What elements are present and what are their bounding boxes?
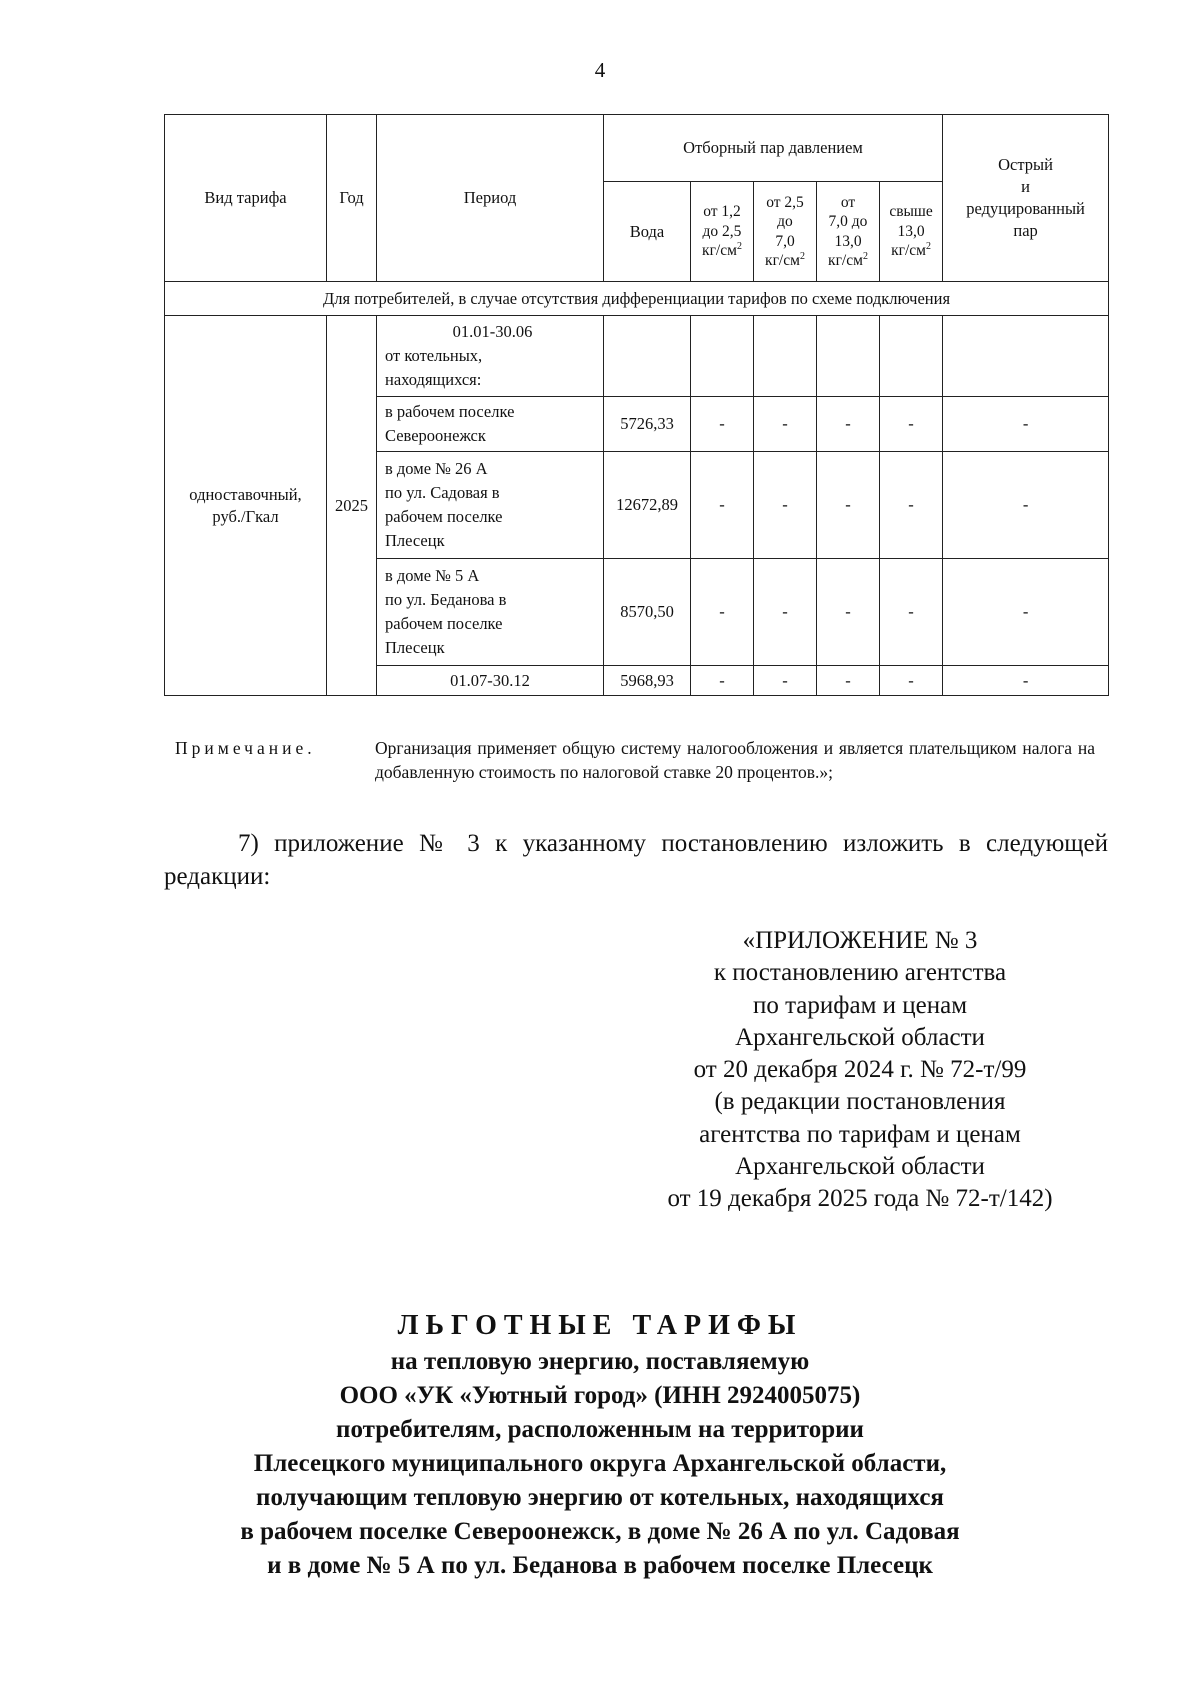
value-cell: - — [817, 397, 880, 452]
value-cell: - — [754, 452, 817, 559]
header-p2-line: 7,0 — [775, 232, 795, 250]
tariff-type-cell — [165, 316, 327, 696]
unit-text: кг/см — [828, 251, 863, 269]
period-line: по ул. Беданова в — [385, 590, 507, 610]
unit-sup: 2 — [736, 241, 742, 253]
value-cell: - — [754, 666, 817, 696]
heading-line: на тепловую энергию, поставляемую — [390, 1348, 810, 1376]
period-line: в рабочем поселке — [385, 402, 515, 422]
value-cell: - — [754, 397, 817, 452]
period-cell — [377, 559, 604, 666]
value-cell — [880, 316, 943, 397]
tariff-type-line: одноставочный, — [189, 484, 302, 504]
year-cell: 2025 — [327, 316, 377, 696]
appendix-block — [590, 925, 1130, 1215]
document-heading — [100, 1307, 1100, 1583]
heading-line: ООО «УК «Уютный город» (ИНН 2924005075) — [339, 1382, 861, 1410]
period-line: в доме № 5 А — [385, 566, 480, 586]
table-row — [165, 316, 1109, 397]
header-p4-line: 13,0 — [897, 222, 925, 240]
value-cell: - — [817, 452, 880, 559]
header-pressure-2 — [754, 182, 817, 282]
header-sharp-line: пар — [1013, 220, 1038, 240]
unit-text: кг/см — [702, 242, 737, 260]
value-cell: - — [880, 452, 943, 559]
header-p3-line: 7,0 до — [828, 213, 868, 231]
page-number: 4 — [594, 58, 606, 82]
period-range: 01.07-30.12 — [377, 666, 604, 696]
section-row — [165, 282, 1109, 316]
value-cell: - — [880, 397, 943, 452]
unit-text: кг/см — [891, 242, 926, 260]
value-cell: - — [943, 452, 1109, 559]
appendix-line: к постановлению агентства — [713, 959, 1007, 987]
value-cell — [754, 316, 817, 397]
period-line: Плесецк — [385, 637, 445, 657]
value-cell: - — [943, 666, 1109, 696]
heading-line: в рабочем поселке Североонежск, в доме № 26 А по ул. Садовая — [240, 1518, 960, 1546]
header-sharp-line: редуцированный — [966, 199, 1085, 218]
tariff-type-line: руб./Гкал — [212, 506, 279, 526]
header-tariff-type: Вид тарифа — [165, 115, 327, 282]
value-cell — [691, 316, 754, 397]
amendment-paragraph: 7) приложение № 3 к указанному постановлению изложить в следующей редакции: — [164, 830, 1108, 890]
heading-line: Плесецкого муниципального округа Архангельской области, — [253, 1450, 947, 1478]
value-cell: 5968,93 — [604, 666, 691, 696]
header-sharp-line: и — [1021, 177, 1030, 197]
header-p4-line: свыше — [889, 203, 933, 221]
header-p1-unit — [694, 241, 750, 260]
value-cell: - — [943, 559, 1109, 666]
header-p2-line: от 2,5 — [766, 193, 804, 211]
appendix-line: агентства по тарифам и ценам — [699, 1120, 1021, 1148]
period-line: в доме № 26 А — [385, 459, 488, 479]
appendix-line: от 20 декабря 2024 г. № 72-т/99 — [693, 1056, 1027, 1083]
period-cell — [377, 397, 604, 452]
period-cell — [377, 452, 604, 559]
appendix-line: «ПРИЛОЖЕНИЕ № 3 — [742, 927, 978, 954]
value-cell: - — [817, 666, 880, 696]
appendix-line: по тарифам и ценам — [752, 991, 968, 1019]
period-cell — [377, 316, 604, 397]
header-p4-unit — [883, 241, 939, 260]
appendix-line: (в редакции постановления — [714, 1088, 1006, 1116]
header-steam-group: Отборный пар давлением — [604, 115, 943, 182]
header-p2-unit — [757, 251, 813, 270]
period-line: Североонежск — [385, 426, 486, 445]
header-p1-line: от 1,2 — [703, 203, 741, 221]
tariff-table — [164, 114, 1109, 696]
period-line: от котельных, — [385, 346, 483, 366]
value-cell: - — [691, 559, 754, 666]
appendix-line: от 19 декабря 2025 года № 72-т/142) — [667, 1185, 1053, 1212]
value-cell — [943, 316, 1109, 397]
unit-sup: 2 — [799, 250, 805, 262]
note-label: Примечание. — [175, 738, 316, 758]
header-p3-unit — [820, 251, 876, 270]
header-p2-line: до — [777, 213, 793, 231]
value-cell: - — [754, 559, 817, 666]
header-pressure-4 — [880, 182, 943, 282]
header-row-1 — [165, 115, 1109, 182]
value-cell: - — [880, 559, 943, 666]
header-p3-line: 13,0 — [834, 232, 862, 250]
heading-line: получающим тепловую энергию от котельных, находящихся — [256, 1484, 944, 1512]
value-cell: 5726,33 — [604, 397, 691, 452]
header-p1-line: до 2,5 — [702, 222, 742, 240]
period-line: рабочем поселке — [385, 507, 503, 526]
value-cell — [604, 316, 691, 397]
value-cell — [817, 316, 880, 397]
heading-title: ЛЬГОТНЫЕ ТАРИФЫ — [397, 1310, 803, 1341]
period-range: 01.01-30.06 — [452, 322, 533, 342]
period-line: рабочем поселке — [385, 614, 503, 633]
value-cell: - — [943, 397, 1109, 452]
header-p3-line: от — [840, 193, 856, 211]
value-cell: 8570,50 — [604, 559, 691, 666]
period-line: по ул. Садовая в — [385, 483, 500, 503]
period-line: Плесецк — [385, 530, 445, 550]
appendix-line: Архангельской области — [735, 1152, 985, 1180]
section-title: Для потребителей, в случае отсутствия дифференциации тарифов по схеме подключения — [165, 282, 1109, 316]
header-water: Вода — [604, 182, 691, 282]
header-sharp-steam — [943, 115, 1109, 282]
period-line: находящихся: — [385, 369, 482, 389]
header-pressure-1 — [691, 182, 754, 282]
header-year: Год — [327, 115, 377, 282]
header-sharp-line: Острый — [998, 155, 1053, 175]
header-pressure-3 — [817, 182, 880, 282]
note-text: Организация применяет общую систему налогообложения и является плательщиком налога на добавленную стоимость по налоговой ставке 20 процентов.»; — [375, 738, 1095, 782]
unit-sup: 2 — [862, 250, 868, 262]
heading-line: потребителям, расположенным на территории — [336, 1416, 864, 1444]
value-cell: - — [691, 452, 754, 559]
value-cell: - — [691, 397, 754, 452]
value-cell: - — [880, 666, 943, 696]
value-cell: - — [817, 559, 880, 666]
unit-text: кг/см — [765, 251, 800, 269]
value-cell: 12672,89 — [604, 452, 691, 559]
value-cell: - — [691, 666, 754, 696]
heading-line: и в доме № 5 А по ул. Беданова в рабочем поселке Плесецк — [267, 1552, 933, 1580]
header-period: Период — [377, 115, 604, 282]
appendix-line: Архангельской области — [735, 1023, 985, 1051]
unit-sup: 2 — [925, 241, 931, 253]
